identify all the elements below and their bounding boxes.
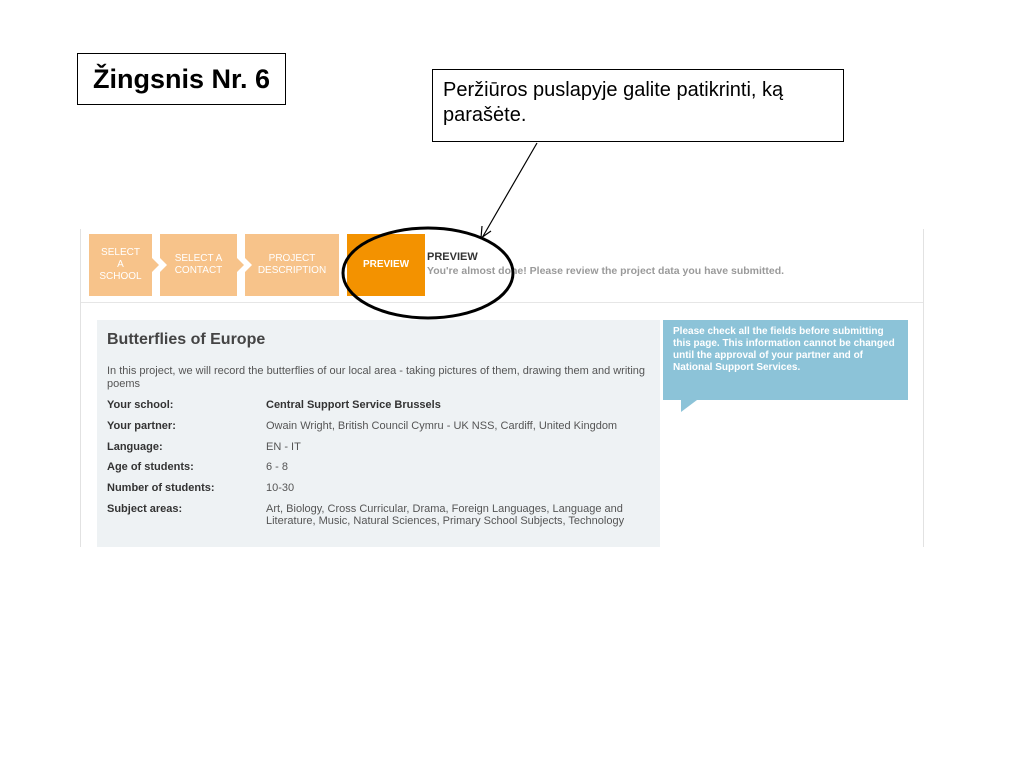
field-label: Subject areas: [107, 502, 183, 515]
step-arrow-icon [237, 258, 244, 272]
wizard-step-project-description[interactable] [245, 234, 339, 296]
field-label: Your school: [107, 399, 174, 412]
field-label: Number of students: [107, 481, 215, 494]
callout-box [432, 69, 844, 142]
field-row [107, 399, 650, 412]
project-description: In this project, we will record the butterflies of our local area - taking pictures of them, drawing them and writing poems [107, 365, 646, 391]
screenshot-frame [80, 229, 924, 547]
wizard-subtitle: You're almost done! Please review the project data you have submitted. [427, 265, 785, 277]
wizard-step-label: PREVIEW [362, 259, 410, 270]
field-row [107, 503, 650, 528]
tooltip-text: Please check all the fields before submitting this page. This information cannot be changed until the approval of your partner and of National Support Services. [673, 326, 895, 373]
wizard-title: PREVIEW [427, 251, 478, 263]
info-tooltip [663, 320, 908, 400]
project-preview-panel [97, 320, 660, 547]
callout-text: Peržiūros puslapyje galite patikrinti, ką parašėte. [443, 79, 784, 126]
wizard-step-select-contact[interactable] [160, 234, 237, 296]
field-row [107, 482, 650, 495]
step-title-box [77, 53, 286, 105]
field-value: Central Support Service Brussels [266, 399, 441, 412]
field-value: Art, Biology, Cross Curricular, Drama, Foreign Languages, Language and Literature, Music, Natural Sciences, Primary School Subjects, Technology [266, 502, 625, 528]
wizard-step-select-school[interactable] [89, 234, 152, 296]
field-label: Your partner: [107, 420, 176, 433]
field-row [107, 461, 650, 474]
step-arrow-icon [152, 258, 159, 272]
tooltip-tail [681, 400, 697, 412]
divider [81, 302, 923, 303]
field-label: Age of students: [107, 461, 194, 474]
field-row [107, 420, 650, 433]
wizard-step-label: SELECT A CONTACT [174, 253, 223, 276]
field-value: 6 - 8 [266, 461, 289, 474]
step-title: Žingsnis Nr. 6 [92, 63, 271, 94]
wizard-step-preview[interactable] [347, 234, 425, 296]
field-label: Language: [107, 440, 163, 453]
wizard-step-label: PROJECT DESCRIPTION [257, 253, 327, 276]
field-value: Owain Wright, British Council Cymru - UK NSS, Cardiff, United Kingdom [266, 420, 618, 433]
wizard-step-label: SELECT A SCHOOL [99, 247, 142, 282]
field-value: EN - IT [266, 440, 301, 453]
field-value: 10-30 [266, 481, 295, 494]
project-title: Butterflies of Europe [107, 331, 266, 348]
callout-arrow-line [482, 143, 537, 238]
field-row [107, 441, 650, 454]
